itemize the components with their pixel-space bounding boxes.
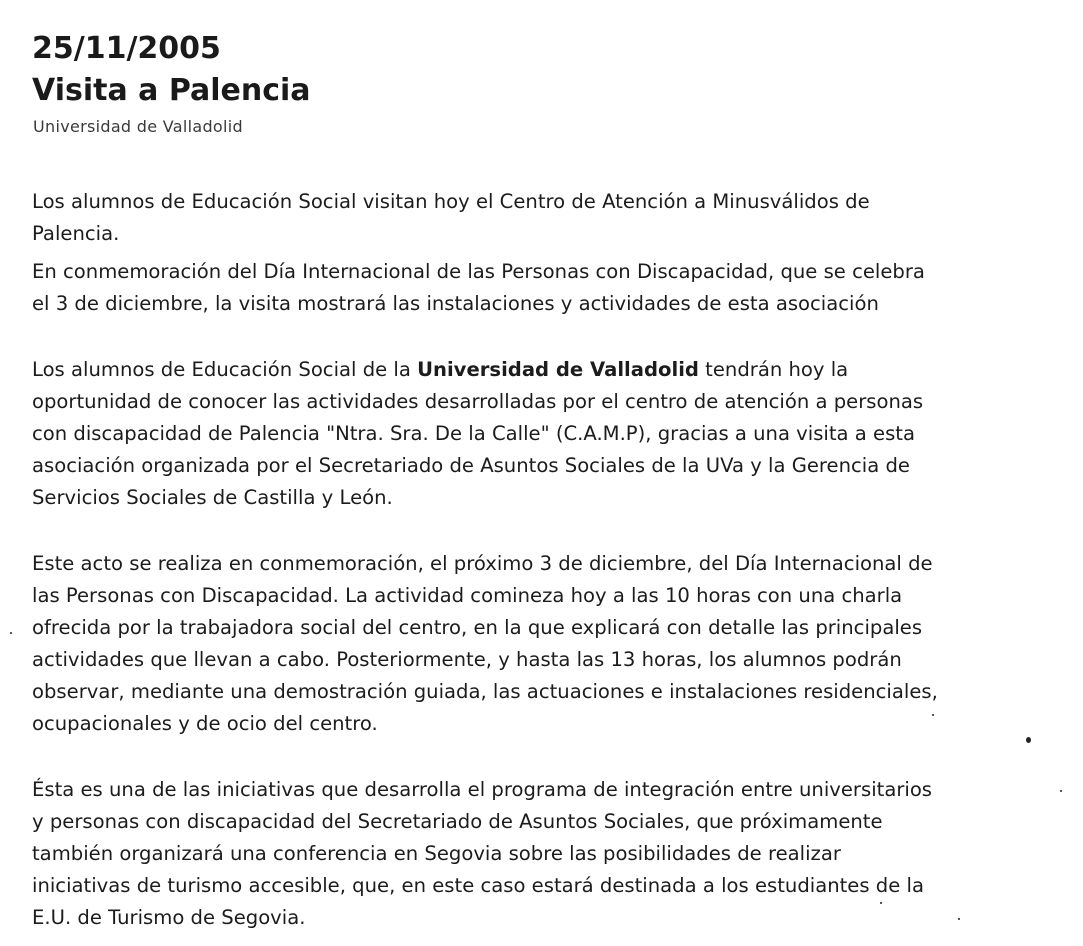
body-paragraph-1 — [32, 354, 1072, 514]
intro-line: el 3 de diciembre, la visita mostrará las instalaciones y actividades de esta asociación — [32, 292, 879, 315]
article-date: 25/11/2005 — [32, 31, 221, 66]
body-line: E.U. de Turismo de Segovia. — [32, 906, 306, 929]
university-name: Universidad de Valladolid — [417, 358, 699, 381]
body-text: tendrán hoy la — [698, 358, 849, 381]
scan-speck — [10, 632, 12, 634]
body-line: las Personas con Discapacidad. La actividad comineza hoy a las 10 horas con una charla — [32, 584, 903, 607]
lead-paragraph — [32, 186, 1072, 250]
body-line — [32, 354, 1072, 386]
body-paragraph-2 — [32, 548, 1072, 740]
body-text: Los alumnos de Educación Social de la — [32, 358, 418, 381]
body-line: también organizará una conferencia en Segovia sobre las posibilidades de realizar — [32, 842, 841, 865]
article-title: Visita a Palencia — [32, 73, 311, 108]
body-line: iniciativas de turismo accesible, que, en este caso estará destinada a los estudiantes de la — [32, 874, 924, 897]
scan-speck — [1060, 790, 1062, 792]
body-line: ocupacionales y de ocio del centro. — [32, 712, 378, 735]
lead-line: Los alumnos de Educación Social visitan hoy el Centro de Atención a Minusválidos de — [32, 190, 870, 213]
body-line: oportunidad de conocer las actividades desarrolladas por el centro de atención a personas — [32, 390, 924, 413]
intro-line: En conmemoración del Día Internacional de las Personas con Discapacidad, que se celebra — [32, 260, 925, 283]
lead-line: Palencia. — [32, 222, 120, 245]
body-line: asociación organizada por el Secretariado de Asuntos Sociales de la UVa y la Gerencia de — [32, 454, 910, 477]
scan-speck — [1026, 737, 1031, 743]
body-line: Servicios Sociales de Castilla y León. — [32, 486, 393, 509]
body-line: ofrecida por la trabajadora social del centro, en la que explicará con detalle las principales — [32, 616, 923, 639]
scan-speck — [958, 918, 960, 920]
scan-speck — [880, 902, 882, 904]
body-line: Ésta es una de las iniciativas que desarrolla el programa de integración entre universitarios — [32, 778, 933, 801]
body-line: actividades que llevan a cabo. Posteriormente, y hasta las 13 horas, los alumnos podrán — [32, 648, 902, 671]
body-line: Este acto se realiza en conmemoración, el próximo 3 de diciembre, del Día Internacional de — [32, 552, 933, 575]
intro-paragraph — [32, 256, 1072, 320]
body-line: observar, mediante una demostración guiada, las actuaciones e instalaciones residenciales, — [32, 680, 938, 703]
body-line: con discapacidad de Palencia "Ntra. Sra. De la Calle" (C.A.M.P), gracias a una visita a esta — [32, 422, 915, 445]
body-line: y personas con discapacidad del Secretariado de Asuntos Sociales, que próximamente — [32, 810, 883, 833]
scan-speck — [932, 714, 934, 716]
article-source: Universidad de Valladolid — [33, 117, 243, 136]
body-paragraph-3 — [32, 774, 1072, 934]
news-article — [32, 28, 1072, 934]
